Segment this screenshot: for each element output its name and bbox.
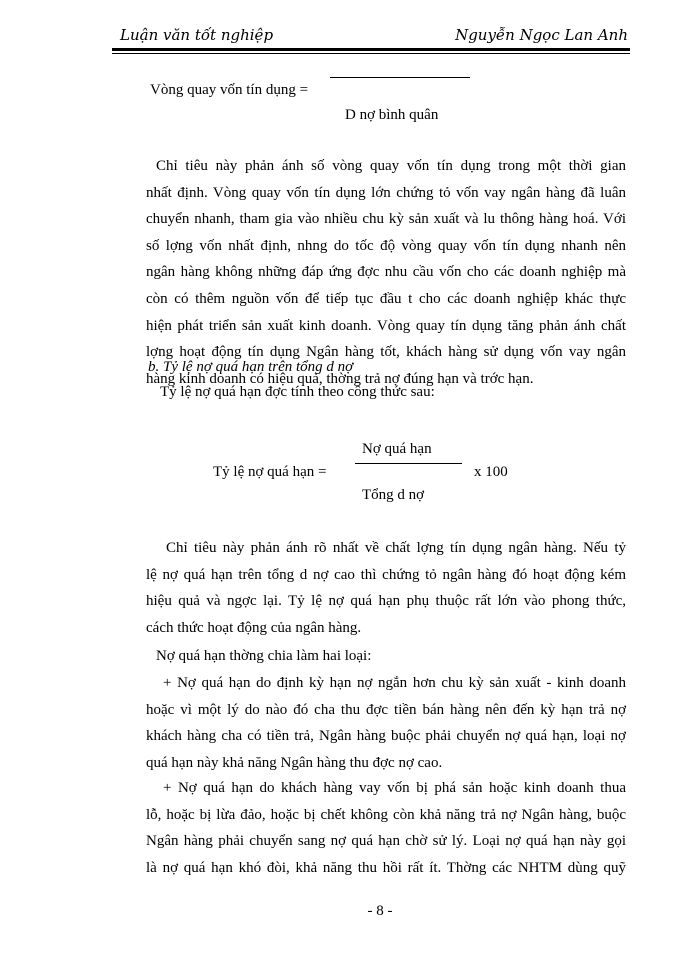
text-line: lệ nợ quá hạn trên tổng d nợ cao thì chứng tỏ ngân hàng đó hoạt động kém [146,566,626,583]
text-line: khách hàng cha có tiền trả, Ngân hàng buộc phải chuyển nợ quá hạn, loại nợ [146,728,626,745]
formula2-denominator: Tổng d nợ [362,487,425,503]
header-rule-thin [112,53,630,54]
formula2-numerator: Nợ quá hạn [362,441,432,457]
text-line: lợng hoạt động tín dụng Ngân hàng tốt, khách hàng sử dụng vốn vay ngân [146,344,626,361]
section-b-intro: Tỷ lệ nợ quá hạn đợc tính theo công thức sau: [160,384,435,400]
text-line: + Nợ quá hạn do khách hàng vay vốn bị phá sản hoặc kinh doanh thua [163,780,626,796]
text-line: cách thức hoạt động của ngân hàng. [146,619,362,636]
page-number: - 8 - [367,903,393,919]
text-line: Chỉ tiêu này phản ánh số vòng quay vốn tín dụng trong một thời gian [156,158,626,174]
header-author-name: Nguyễn Ngọc Lan Anh [455,26,628,44]
formula1-fraction-bar [330,77,470,78]
text-line: chuyển nhanh, tham gia vào nhiều chu kỳ sản xuất và lu thông hàng hoá. Với [146,211,626,228]
text-line: hiện phát triển sản xuất kinh doanh. Vòng quay tín dụng tăng phản ánh chất [146,317,626,334]
text-line: còn có thêm nguồn vốn để tiếp tục đầu t cho các doanh nghiệp khác thực [146,290,626,307]
formula1-denominator: D nợ bình quân [345,107,439,123]
formula2-label: Tỷ lệ nợ quá hạn = [213,464,327,480]
paragraph-overdue-ratio [146,535,626,641]
paragraph-credit-turnover [146,153,626,392]
text-line: Nợ quá hạn thờng chia làm hai loại: [156,648,372,664]
text-line: lỗ, hoặc bị lừa đảo, hoặc bị chết không còn khả năng trả nợ Ngân hàng, buộc [146,806,626,823]
text-line: hàng kinh doanh có hiệu quả, thờng trả nợ đúng hạn và trớc hạn. [146,370,534,387]
text-line: là nợ quá hạn khó đòi, khả năng thu hồi rất ít. Thờng các NHTM dùng quỹ [146,859,626,876]
text-line: hiệu quả và ngợc lại. Tỷ lệ nợ quá hạn phụ thuộc rất lớn vào phong thức, [146,593,626,610]
running-header [112,22,630,48]
text-line: ngân hàng không những đáp ứng đợc nhu cầu vốn cho các doanh nghiệp mà [146,264,626,281]
header-thesis-title: Luận văn tốt nghiệp [120,26,274,44]
text-line: + Nợ quá hạn do định kỳ hạn nợ ngắn hơn chu kỳ sản xuất - kinh doanh [163,675,626,691]
formula1-label: Vòng quay vốn tín dụng = [150,82,309,98]
text-line: Ngân hàng phải chuyển sang nợ quá hạn chờ sử lý. Loại nợ quá hạn này gọi [146,833,626,850]
text-line: Chỉ tiêu này phản ánh rõ nhất về chất lợng tín dụng ngân hàng. Nếu tỷ [166,540,626,556]
text-line: quá hạn này khả năng Ngân hàng thu đợc nợ cao. [146,754,443,771]
text-line: số lợng vốn nhất định, nhng do tốc độ vòng quay vốn tín dụng nhanh nên [146,237,626,254]
formula2-fraction-bar [355,463,462,464]
paragraph-overdue-types [146,643,626,670]
text-line: hoặc vì một lý do nào đó cha thu đợc tiền bán hàng nên đến kỳ hạn trả nợ [146,701,626,718]
paragraph-overdue-type-1 [146,670,626,776]
formula2-multiplier: x 100 [474,464,508,480]
header-rule-thick [112,48,630,51]
paragraph-overdue-type-2 [146,775,626,881]
text-line: nhất định. Vòng quay vốn tín dụng lớn chứng tỏ vốn vay ngân hàng đã luân [146,184,626,201]
section-heading-b: b. Tỷ lệ nợ quá hạn trên tổng d nợ [148,359,354,375]
